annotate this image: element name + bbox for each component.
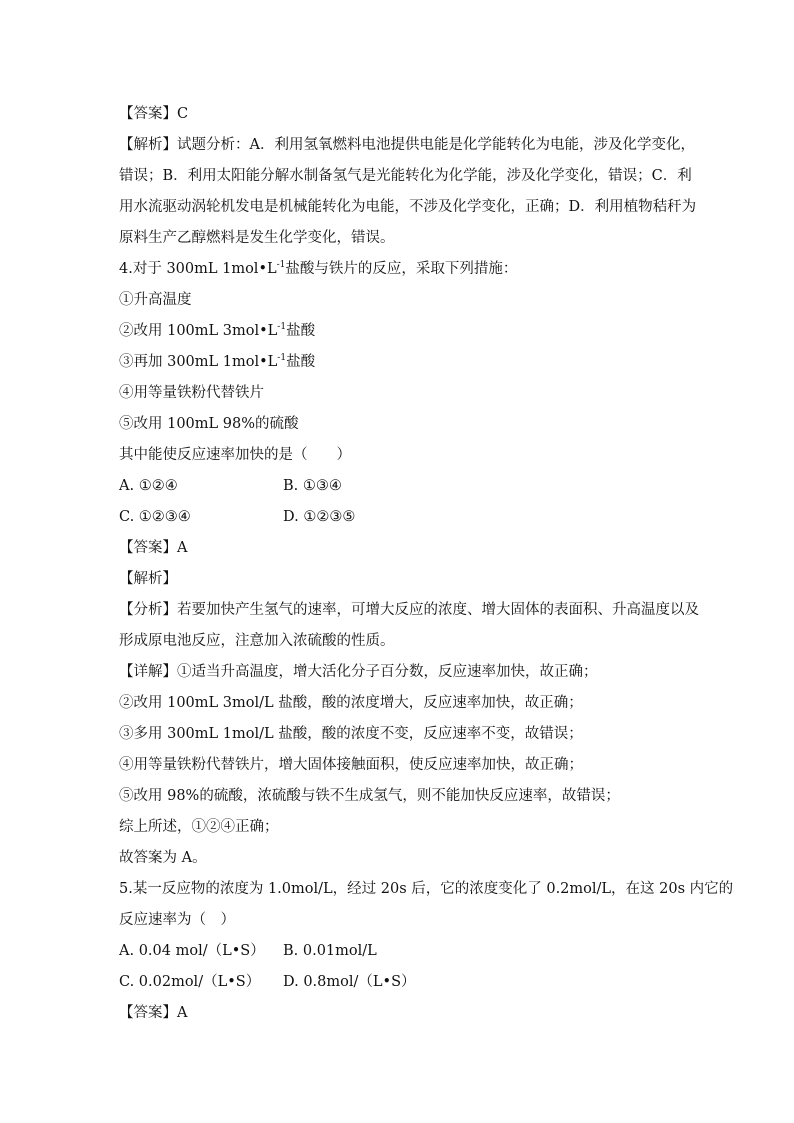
q4-stem-exponent: -1 — [276, 260, 286, 270]
q5-option-b: B. 0.01mol/L — [283, 943, 377, 959]
q5-option-c: C. 0.02mol/（L•S） — [119, 974, 261, 990]
q5-answer: 【答案】A — [119, 1005, 188, 1021]
q4-stem-text-2: 盐酸与铁片的反应，采取下列措施： — [285, 261, 518, 277]
q4-analysis-title: 【解析】 — [119, 571, 177, 587]
q4-measure-1: ①升高温度 — [119, 292, 192, 308]
q4-detail-line-4: ④用等量铁粉代替铁片，增大固体接触面积，使反应速率加快，故正确； — [119, 757, 583, 773]
q4-fenxi-line-1: 【分析】若要加快产生氢气的速率，可增大反应的浓度、增大固体的表面积、升高温度以及 — [119, 602, 699, 618]
q4-measure-2-exponent: -1 — [277, 322, 287, 332]
q5-option-a: A. 0.04 mol/（L•S） — [119, 943, 265, 959]
q4-measure-2 — [119, 321, 315, 341]
q4-detail-line-7: 故答案为 A。 — [119, 850, 207, 866]
q4-measure-3-text-2: 盐酸 — [286, 354, 316, 370]
q4-option-a: A. ①②④ — [119, 478, 178, 494]
q4-stem-text: 4.对于 300mL 1mol•L — [119, 261, 277, 277]
q4-measure-3-text: ③再加 300mL 1mol•L — [119, 354, 278, 370]
q4-detail-line-2: ②改用 100mL 3mol/L 盐酸，酸的浓度增大，反应速率加快，故正确； — [119, 695, 583, 711]
q5-stem-line-1: 5.某一反应物的浓度为 1.0mol/L，经过 20s 后，它的浓度变化了 0.2mol/L，在这 20s 内它的 — [119, 881, 734, 897]
q4-measure-4: ④用等量铁粉代替铁片 — [119, 385, 264, 401]
q4-question: 其中能使反应速率加快的是（ ） — [119, 447, 351, 463]
q4-measure-2-text-2: 盐酸 — [286, 323, 316, 339]
q4-option-b: B. ①③④ — [283, 478, 342, 494]
q4-option-c: C. ①②③④ — [119, 509, 191, 525]
prev-analysis-line-4: 原料生产乙醇燃料是发生化学变化，错误。 — [119, 230, 395, 246]
q4-detail-line-1: 【详解】①适当升高温度，增大活化分子百分数，反应速率加快，故正确； — [119, 664, 598, 680]
q4-stem — [119, 259, 517, 279]
prev-analysis-line-3: 用水流驱动涡轮机发电是机械能转化为电能，不涉及化学变化，正确；D．利用植物秸秆为 — [119, 199, 697, 215]
prev-analysis-line-1: 【解析】试题分析：A．利用氢氧燃料电池提供电能是化学能转化为电能，涉及化学变化， — [119, 137, 695, 153]
q4-detail-line-6: 综上所述，①②④正确； — [119, 819, 279, 835]
prev-analysis-line-2: 错误；B．利用太阳能分解水制备氢气是光能转化为化学能，涉及化学变化，错误；C．利 — [119, 168, 692, 184]
q4-option-d: D. ①②③⑤ — [283, 509, 356, 525]
q5-stem-line-2: 反应速率为（ ） — [119, 912, 235, 928]
q4-fenxi-line-2: 形成原电池反应，注意加入浓硫酸的性质。 — [119, 633, 395, 649]
q4-detail-line-3: ③多用 300mL 1mol/L 盐酸，酸的浓度不变，反应速率不变，故错误； — [119, 726, 583, 742]
q5-option-d: D. 0.8mol/（L•S） — [283, 974, 416, 990]
q4-measure-5: ⑤改用 100mL 98%的硫酸 — [119, 416, 299, 432]
q4-measure-2-text: ②改用 100mL 3mol•L — [119, 323, 278, 339]
q4-answer: 【答案】A — [119, 540, 188, 556]
q4-measure-3 — [119, 352, 315, 372]
q4-measure-3-exponent: -1 — [277, 353, 287, 363]
q4-detail-line-5: ⑤改用 98%的硫酸，浓硫酸与铁不生成氢气，则不能加快反应速率，故错误； — [119, 788, 620, 804]
prev-answer: 【答案】C — [119, 106, 189, 122]
